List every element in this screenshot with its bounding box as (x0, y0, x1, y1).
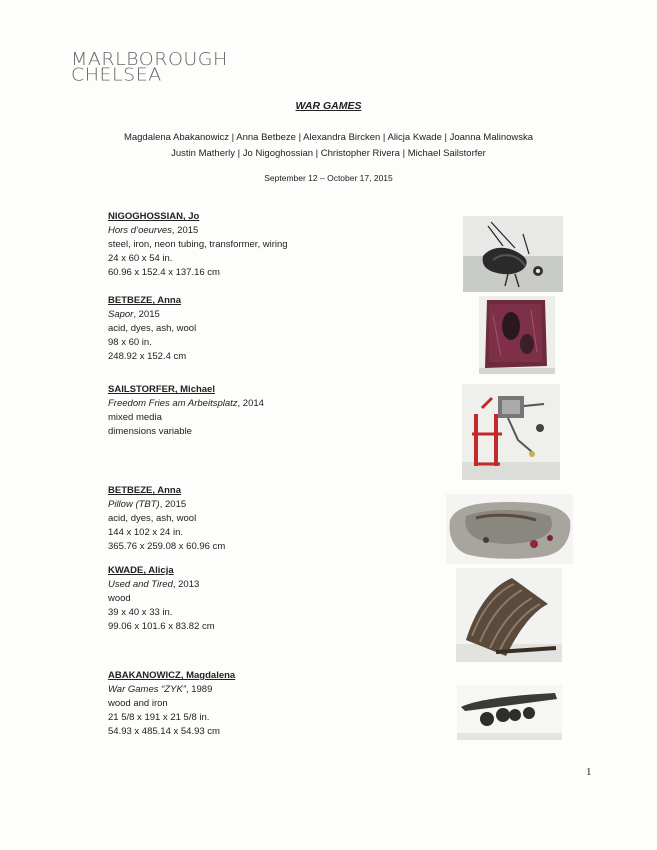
work-title: Freedom Fries am Arbeitsplatz (108, 398, 238, 409)
work-artist: BETBEZE, Anna (108, 485, 182, 496)
artwork-thumbnail-war-games (457, 685, 562, 740)
work-medium: acid, dyes, ash, wool (108, 513, 197, 524)
work-title-line (108, 308, 196, 322)
work-artist: ABAKANOWICZ, Magdalena (108, 670, 236, 681)
work-entry (108, 210, 288, 280)
work-title-line (108, 578, 215, 592)
work-title-line (108, 683, 235, 697)
work-artist: SAILSTORFER, Michael (108, 384, 215, 395)
work-year: , 2015 (171, 225, 199, 236)
work-title-line (108, 224, 288, 238)
work-medium: wood and iron (108, 698, 168, 709)
work-entry (108, 564, 215, 634)
work-year: , 1989 (185, 684, 213, 695)
gallery-logo (71, 48, 228, 86)
work-artist: NIGOGHOSSIAN, Jo (108, 211, 200, 222)
work-title: War Games “ZYK” (108, 684, 186, 695)
logo-line-1: MARLBOROUGH (71, 48, 228, 70)
work-entry (108, 294, 196, 364)
artwork-thumbnail-used-and-tired (456, 568, 562, 662)
work-title-line (108, 498, 225, 512)
work-medium: acid, dyes, ash, wool (108, 323, 197, 334)
work-dimensions-cm: 54.93 x 485.14 x 54.93 cm (108, 726, 220, 737)
work-dimensions-cm: 248.92 x 152.4 cm (108, 351, 187, 362)
work-year: , 2014 (237, 398, 264, 409)
work-artist: BETBEZE, Anna (108, 295, 182, 306)
work-artist: KWADE, Alicja (108, 565, 174, 576)
work-year: , 2015 (159, 499, 187, 510)
work-entry (108, 484, 225, 554)
work-year: , 2015 (133, 309, 160, 320)
work-dimensions-cm: 365.76 x 259.08 x 60.96 cm (108, 541, 226, 552)
work-title-line (108, 397, 264, 411)
page-number: 1 (586, 766, 592, 778)
work-title: Used and Tired (108, 579, 173, 590)
work-year: , 2013 (172, 579, 200, 590)
work-dimensions-in: 39 x 40 x 33 in. (108, 607, 173, 618)
work-medium: wood (108, 593, 131, 604)
artist-list-line-1: Magdalena Abakanowicz | Anna Betbeze | Alexandra Bircken | Alicja Kwade | Joanna Malinowska (123, 132, 534, 143)
exhibition-title: WAR GAMES (295, 100, 362, 112)
artwork-thumbnail-sapor (479, 296, 555, 374)
logo-line-2: CHELSEA (71, 64, 162, 86)
artwork-thumbnail-freedom-fries (462, 384, 560, 480)
artist-list (0, 130, 657, 162)
work-dimensions-in: 144 x 102 x 24 in. (108, 527, 183, 538)
work-medium: mixed media (108, 412, 162, 423)
artwork-thumbnail-pillow (446, 494, 573, 564)
artist-list-line-2: Justin Matherly | Jo Nigoghossian | Christopher Rivera | Michael Sailstorfer (171, 148, 486, 159)
work-dimensions-in: 24 x 60 x 54 in. (108, 253, 173, 264)
work-dimensions-cm: 99.06 x 101.6 x 83.82 cm (108, 621, 215, 632)
work-entry (108, 669, 235, 739)
work-entry (108, 383, 264, 439)
work-title: Sapor (108, 309, 134, 320)
work-dimensions-cm: 60.96 x 152.4 x 137.16 cm (108, 267, 220, 278)
work-title: Pillow (TBT) (108, 499, 160, 510)
work-dimensions-in: 98 x 60 in. (108, 337, 152, 348)
artwork-thumbnail-nigoghossian (463, 216, 563, 292)
work-dimensions-in: 21 5/8 x 191 x 21 5/8 in. (108, 712, 210, 723)
work-dimensions-in: dimensions variable (108, 426, 192, 437)
work-medium: steel, iron, neon tubing, transformer, wiring (108, 239, 288, 250)
exhibition-dates: September 12 – October 17, 2015 (264, 173, 393, 183)
work-title: Hors d’oeurves (108, 225, 172, 236)
